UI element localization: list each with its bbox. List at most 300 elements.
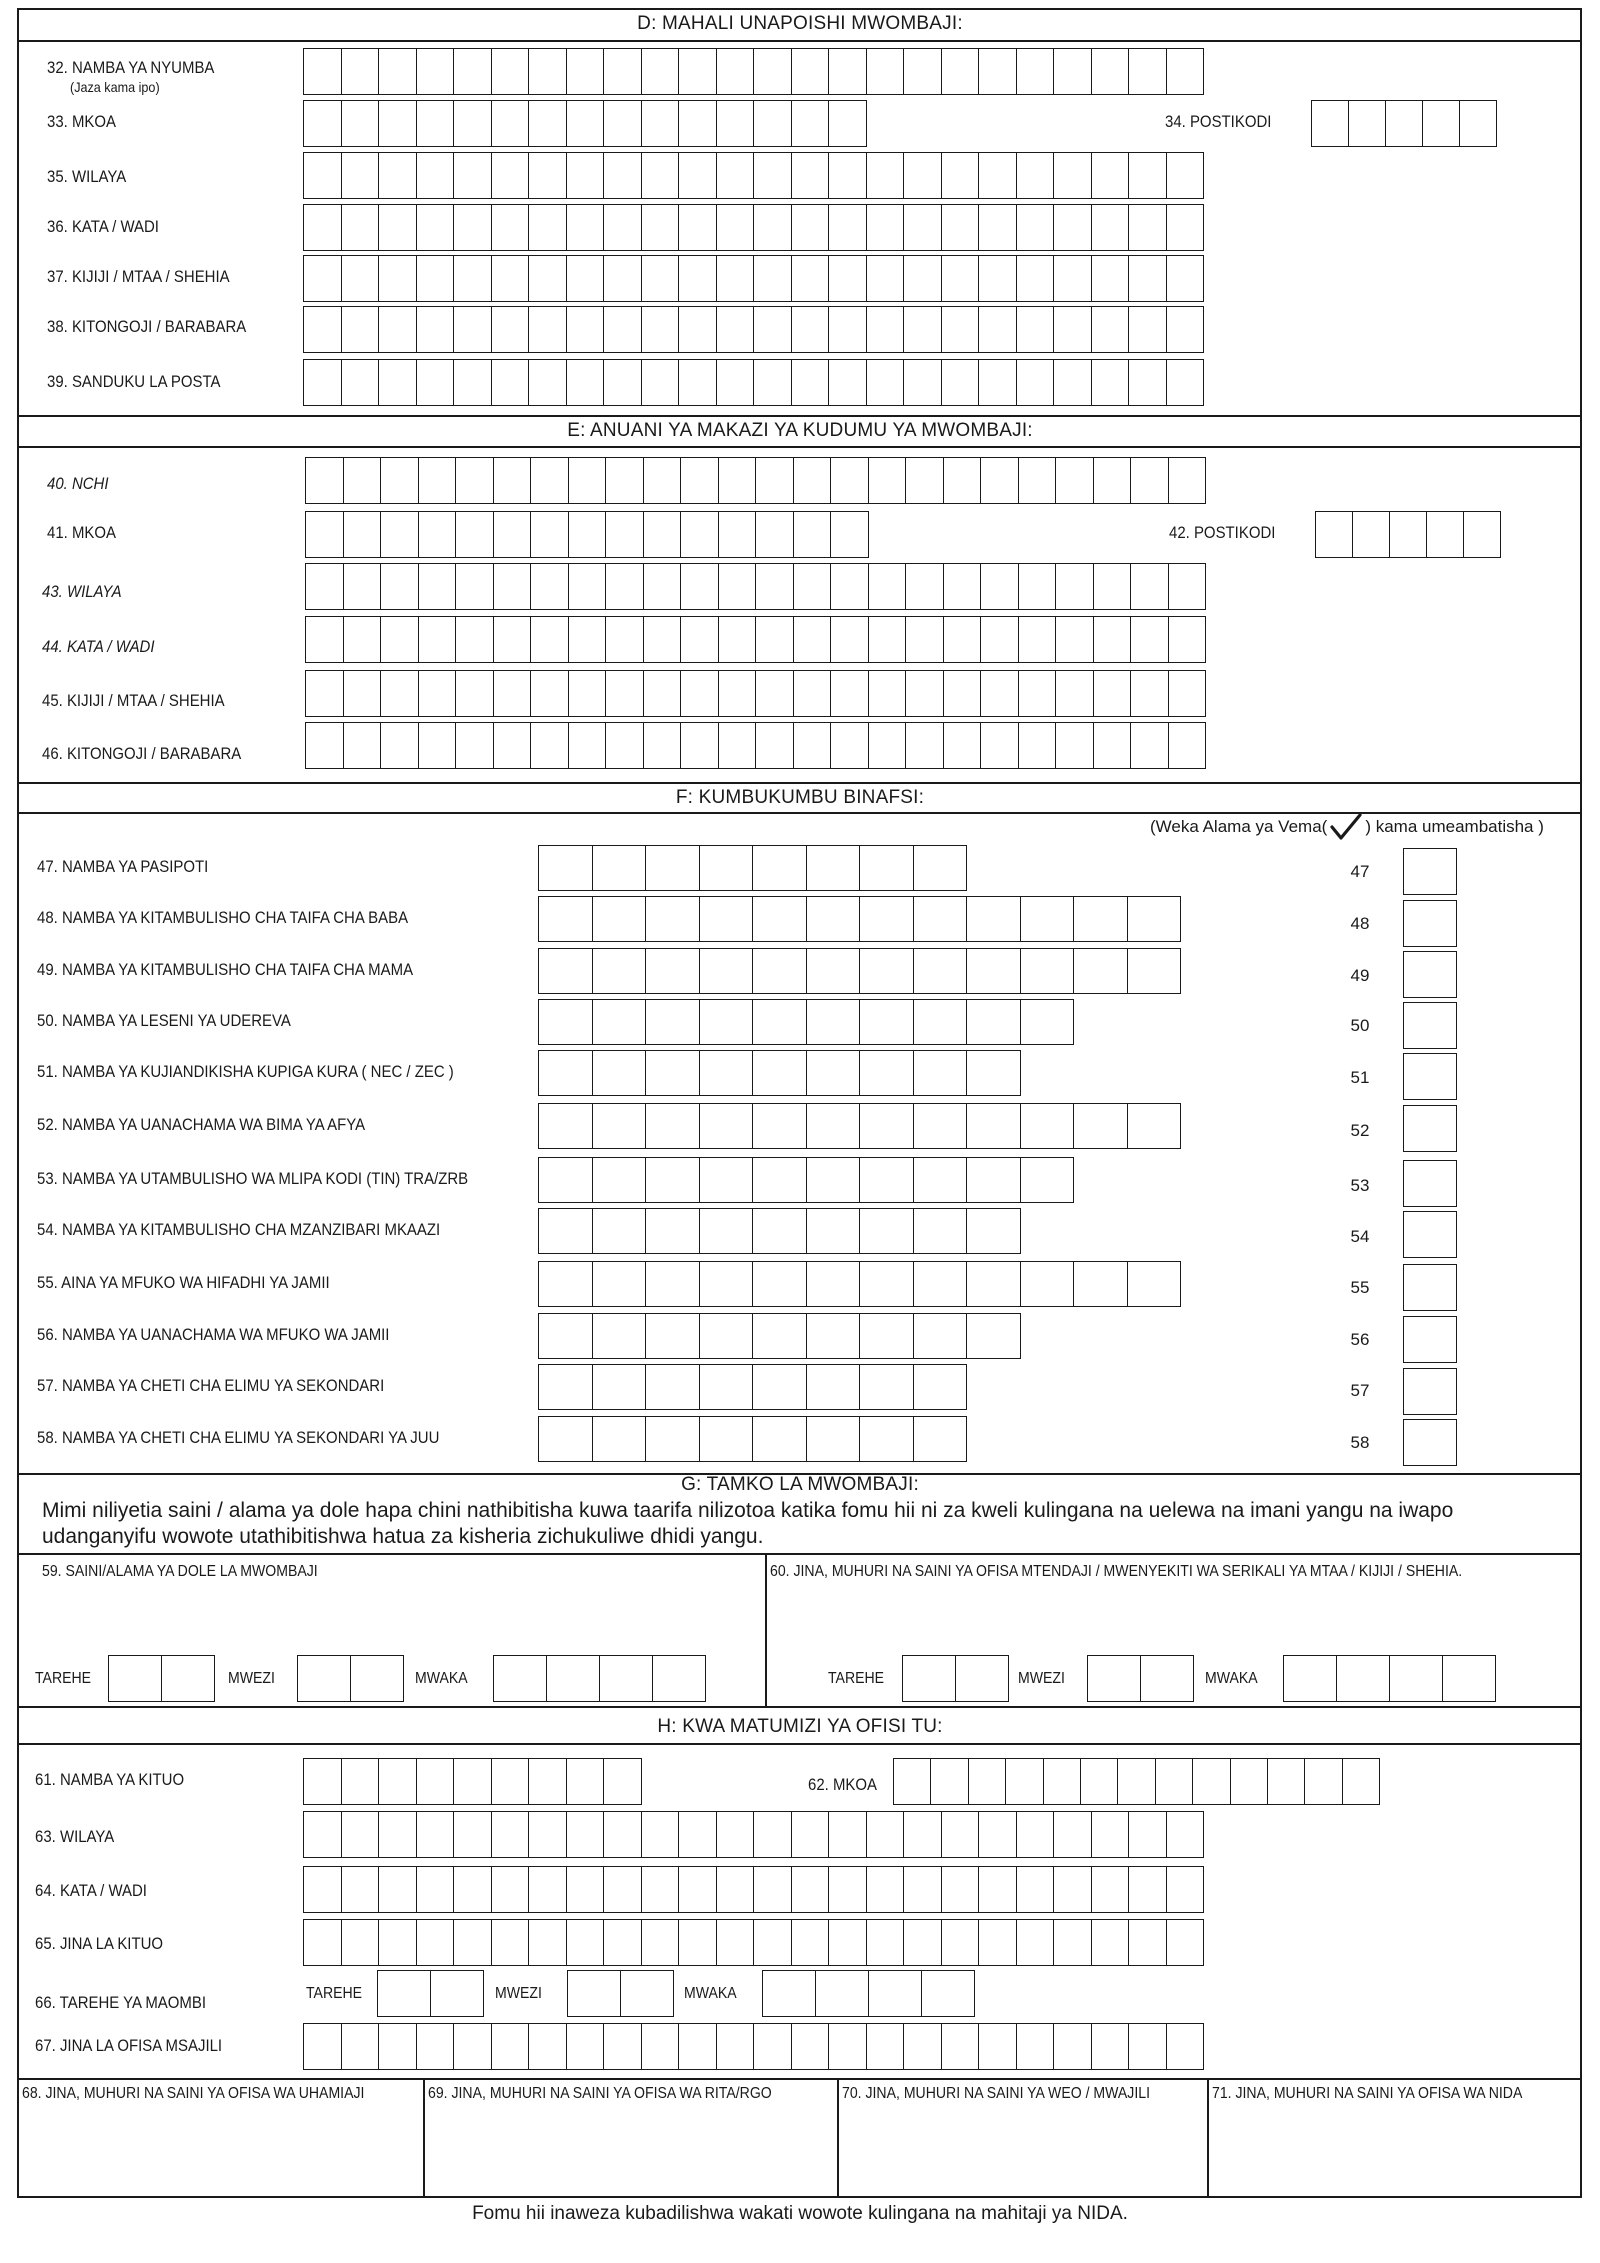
character-cell[interactable]: [700, 1314, 754, 1358]
character-cell[interactable]: [1353, 512, 1390, 557]
character-cell[interactable]: [531, 458, 569, 503]
character-cell[interactable]: [754, 2024, 792, 2069]
character-cell[interactable]: [539, 1000, 593, 1044]
character-cell[interactable]: [1017, 2024, 1055, 2069]
character-cell[interactable]: [869, 564, 907, 609]
character-cell[interactable]: [304, 153, 342, 198]
attachment-checkbox[interactable]: [1403, 1419, 1457, 1466]
character-cell[interactable]: [754, 360, 792, 405]
character-cell[interactable]: [593, 949, 647, 993]
q38-street-boxes[interactable]: [303, 306, 1204, 353]
character-cell[interactable]: [381, 617, 419, 662]
attachment-checkbox[interactable]: [1403, 1053, 1457, 1100]
character-cell[interactable]: [860, 1365, 914, 1409]
character-cell[interactable]: [922, 1971, 975, 2016]
character-cell[interactable]: [894, 1759, 931, 1804]
character-cell[interactable]: [1169, 458, 1207, 503]
character-cell[interactable]: [492, 1867, 530, 1912]
attachment-checkbox[interactable]: [1403, 1368, 1457, 1415]
character-cell[interactable]: [914, 1262, 968, 1306]
character-cell[interactable]: [547, 1656, 600, 1701]
character-cell[interactable]: [914, 1104, 968, 1148]
character-cell[interactable]: [904, 1867, 942, 1912]
character-cell[interactable]: [979, 1867, 1017, 1912]
character-cell[interactable]: [679, 1920, 717, 1965]
character-cell[interactable]: [379, 1759, 417, 1804]
q36-ward-boxes[interactable]: [303, 204, 1204, 251]
character-cell[interactable]: [419, 617, 457, 662]
character-cell[interactable]: [829, 360, 867, 405]
character-cell[interactable]: [529, 1812, 567, 1857]
character-cell[interactable]: [967, 1051, 1021, 1095]
character-cell[interactable]: [306, 512, 344, 557]
character-cell[interactable]: [1167, 256, 1205, 301]
character-cell[interactable]: [653, 1656, 706, 1701]
character-cell[interactable]: [867, 360, 905, 405]
character-cell[interactable]: [1129, 153, 1167, 198]
character-cell[interactable]: [642, 49, 680, 94]
character-cell[interactable]: [306, 723, 344, 768]
character-cell[interactable]: [903, 1656, 956, 1701]
character-cell[interactable]: [529, 1867, 567, 1912]
character-cell[interactable]: [342, 256, 380, 301]
character-cell[interactable]: [1316, 512, 1353, 557]
character-cell[interactable]: [494, 1656, 547, 1701]
character-cell[interactable]: [753, 1417, 807, 1461]
character-cell[interactable]: [593, 1365, 647, 1409]
character-cell[interactable]: [1017, 1812, 1055, 1857]
character-cell[interactable]: [719, 458, 757, 503]
applicant-day-boxes[interactable]: [108, 1655, 215, 1702]
character-cell[interactable]: [456, 512, 494, 557]
record-number-boxes[interactable]: [538, 1261, 1181, 1307]
character-cell[interactable]: [807, 1314, 861, 1358]
character-cell[interactable]: [1021, 1262, 1075, 1306]
character-cell[interactable]: [644, 617, 682, 662]
character-cell[interactable]: [604, 101, 642, 146]
character-cell[interactable]: [642, 153, 680, 198]
character-cell[interactable]: [531, 512, 569, 557]
character-cell[interactable]: [492, 153, 530, 198]
character-cell[interactable]: [646, 949, 700, 993]
character-cell[interactable]: [753, 1051, 807, 1095]
character-cell[interactable]: [792, 360, 830, 405]
character-cell[interactable]: [979, 256, 1017, 301]
character-cell[interactable]: [379, 205, 417, 250]
character-cell[interactable]: [867, 205, 905, 250]
character-cell[interactable]: [567, 2024, 605, 2069]
character-cell[interactable]: [1343, 1759, 1380, 1804]
character-cell[interactable]: [904, 205, 942, 250]
character-cell[interactable]: [642, 1867, 680, 1912]
character-cell[interactable]: [1021, 1104, 1075, 1148]
character-cell[interactable]: [1156, 1759, 1193, 1804]
character-cell[interactable]: [1169, 671, 1207, 716]
character-cell[interactable]: [351, 1656, 404, 1701]
character-cell[interactable]: [567, 1812, 605, 1857]
character-cell[interactable]: [529, 256, 567, 301]
character-cell[interactable]: [454, 2024, 492, 2069]
character-cell[interactable]: [606, 723, 644, 768]
character-cell[interactable]: [904, 307, 942, 352]
character-cell[interactable]: [529, 2024, 567, 2069]
character-cell[interactable]: [1460, 101, 1497, 146]
character-cell[interactable]: [1169, 723, 1207, 768]
character-cell[interactable]: [539, 846, 593, 890]
character-cell[interactable]: [646, 1365, 700, 1409]
character-cell[interactable]: [378, 1971, 431, 2016]
character-cell[interactable]: [531, 617, 569, 662]
character-cell[interactable]: [831, 671, 869, 716]
character-cell[interactable]: [567, 101, 605, 146]
character-cell[interactable]: [567, 256, 605, 301]
character-cell[interactable]: [753, 1104, 807, 1148]
character-cell[interactable]: [792, 1812, 830, 1857]
character-cell[interactable]: [1167, 1920, 1205, 1965]
character-cell[interactable]: [944, 564, 982, 609]
character-cell[interactable]: [831, 617, 869, 662]
character-cell[interactable]: [829, 49, 867, 94]
character-cell[interactable]: [1231, 1759, 1268, 1804]
character-cell[interactable]: [679, 1867, 717, 1912]
character-cell[interactable]: [419, 458, 457, 503]
character-cell[interactable]: [1088, 1656, 1141, 1701]
character-cell[interactable]: [642, 101, 680, 146]
character-cell[interactable]: [904, 256, 942, 301]
character-cell[interactable]: [906, 723, 944, 768]
character-cell[interactable]: [967, 1314, 1021, 1358]
character-cell[interactable]: [344, 512, 382, 557]
character-cell[interactable]: [344, 458, 382, 503]
character-cell[interactable]: [567, 1867, 605, 1912]
character-cell[interactable]: [754, 1920, 792, 1965]
character-cell[interactable]: [417, 2024, 455, 2069]
character-cell[interactable]: [717, 49, 755, 94]
character-cell[interactable]: [454, 101, 492, 146]
character-cell[interactable]: [492, 1920, 530, 1965]
character-cell[interactable]: [644, 671, 682, 716]
character-cell[interactable]: [981, 458, 1019, 503]
applicant-year-boxes[interactable]: [493, 1655, 706, 1702]
character-cell[interactable]: [679, 153, 717, 198]
character-cell[interactable]: [753, 1158, 807, 1202]
character-cell[interactable]: [942, 1920, 980, 1965]
character-cell[interactable]: [792, 1867, 830, 1912]
character-cell[interactable]: [1131, 671, 1169, 716]
character-cell[interactable]: [756, 617, 794, 662]
character-cell[interactable]: [914, 1209, 968, 1253]
character-cell[interactable]: [454, 1759, 492, 1804]
character-cell[interactable]: [1074, 949, 1128, 993]
character-cell[interactable]: [342, 360, 380, 405]
character-cell[interactable]: [606, 617, 644, 662]
character-cell[interactable]: [304, 360, 342, 405]
character-cell[interactable]: [568, 1971, 621, 2016]
character-cell[interactable]: [860, 949, 914, 993]
character-cell[interactable]: [1167, 205, 1205, 250]
character-cell[interactable]: [981, 723, 1019, 768]
character-cell[interactable]: [1167, 49, 1205, 94]
character-cell[interactable]: [304, 101, 342, 146]
character-cell[interactable]: [646, 1158, 700, 1202]
character-cell[interactable]: [807, 1000, 861, 1044]
character-cell[interactable]: [494, 564, 532, 609]
character-cell[interactable]: [642, 256, 680, 301]
character-cell[interactable]: [763, 1971, 816, 2016]
record-number-boxes[interactable]: [538, 1103, 1181, 1149]
attachment-checkbox[interactable]: [1403, 848, 1457, 895]
character-cell[interactable]: [717, 1812, 755, 1857]
character-cell[interactable]: [794, 512, 832, 557]
character-cell[interactable]: [831, 512, 869, 557]
character-cell[interactable]: [1019, 458, 1057, 503]
character-cell[interactable]: [967, 1104, 1021, 1148]
character-cell[interactable]: [679, 360, 717, 405]
character-cell[interactable]: [646, 846, 700, 890]
character-cell[interactable]: [417, 1812, 455, 1857]
character-cell[interactable]: [379, 256, 417, 301]
character-cell[interactable]: [829, 2024, 867, 2069]
character-cell[interactable]: [642, 2024, 680, 2069]
officer-year-boxes[interactable]: [1283, 1655, 1496, 1702]
character-cell[interactable]: [606, 512, 644, 557]
character-cell[interactable]: [1386, 101, 1423, 146]
character-cell[interactable]: [753, 1209, 807, 1253]
character-cell[interactable]: [792, 2024, 830, 2069]
character-cell[interactable]: [753, 1000, 807, 1044]
character-cell[interactable]: [792, 49, 830, 94]
character-cell[interactable]: [454, 1867, 492, 1912]
character-cell[interactable]: [454, 360, 492, 405]
character-cell[interactable]: [569, 617, 607, 662]
character-cell[interactable]: [717, 153, 755, 198]
character-cell[interactable]: [1019, 723, 1057, 768]
applicant-month-boxes[interactable]: [297, 1655, 404, 1702]
character-cell[interactable]: [539, 1158, 593, 1202]
character-cell[interactable]: [342, 1920, 380, 1965]
character-cell[interactable]: [304, 1867, 342, 1912]
character-cell[interactable]: [831, 564, 869, 609]
character-cell[interactable]: [531, 671, 569, 716]
character-cell[interactable]: [494, 512, 532, 557]
character-cell[interactable]: [1006, 1759, 1043, 1804]
character-cell[interactable]: [831, 458, 869, 503]
character-cell[interactable]: [753, 949, 807, 993]
character-cell[interactable]: [531, 564, 569, 609]
character-cell[interactable]: [456, 458, 494, 503]
character-cell[interactable]: [679, 256, 717, 301]
q41-region-boxes[interactable]: [305, 511, 869, 558]
character-cell[interactable]: [1074, 1262, 1128, 1306]
character-cell[interactable]: [379, 2024, 417, 2069]
character-cell[interactable]: [906, 671, 944, 716]
character-cell[interactable]: [829, 1867, 867, 1912]
q45-village-boxes[interactable]: [305, 670, 1206, 717]
character-cell[interactable]: [456, 671, 494, 716]
q44-ward-boxes[interactable]: [305, 616, 1206, 663]
character-cell[interactable]: [1056, 723, 1094, 768]
character-cell[interactable]: [417, 360, 455, 405]
character-cell[interactable]: [914, 1314, 968, 1358]
character-cell[interactable]: [492, 1759, 530, 1804]
character-cell[interactable]: [417, 101, 455, 146]
character-cell[interactable]: [700, 846, 754, 890]
character-cell[interactable]: [914, 1417, 968, 1461]
record-number-boxes[interactable]: [538, 1157, 1074, 1203]
character-cell[interactable]: [492, 307, 530, 352]
character-cell[interactable]: [454, 205, 492, 250]
character-cell[interactable]: [569, 458, 607, 503]
character-cell[interactable]: [1092, 1920, 1130, 1965]
character-cell[interactable]: [942, 1812, 980, 1857]
character-cell[interactable]: [914, 949, 968, 993]
character-cell[interactable]: [1017, 1867, 1055, 1912]
character-cell[interactable]: [700, 897, 754, 941]
character-cell[interactable]: [1464, 512, 1501, 557]
character-cell[interactable]: [642, 205, 680, 250]
character-cell[interactable]: [981, 617, 1019, 662]
character-cell[interactable]: [967, 949, 1021, 993]
character-cell[interactable]: [1128, 1262, 1182, 1306]
character-cell[interactable]: [1017, 1920, 1055, 1965]
character-cell[interactable]: [593, 1314, 647, 1358]
character-cell[interactable]: [379, 1920, 417, 1965]
character-cell[interactable]: [979, 307, 1017, 352]
character-cell[interactable]: [914, 846, 968, 890]
character-cell[interactable]: [719, 564, 757, 609]
character-cell[interactable]: [681, 512, 719, 557]
record-number-boxes[interactable]: [538, 1313, 1021, 1359]
character-cell[interactable]: [456, 617, 494, 662]
character-cell[interactable]: [794, 617, 832, 662]
character-cell[interactable]: [304, 49, 342, 94]
character-cell[interactable]: [539, 1314, 593, 1358]
character-cell[interactable]: [644, 564, 682, 609]
character-cell[interactable]: [304, 205, 342, 250]
character-cell[interactable]: [1337, 1656, 1390, 1701]
character-cell[interactable]: [979, 2024, 1017, 2069]
character-cell[interactable]: [621, 1971, 674, 2016]
character-cell[interactable]: [753, 1365, 807, 1409]
character-cell[interactable]: [494, 617, 532, 662]
character-cell[interactable]: [867, 2024, 905, 2069]
character-cell[interactable]: [539, 897, 593, 941]
character-cell[interactable]: [109, 1656, 162, 1701]
character-cell[interactable]: [829, 1920, 867, 1965]
character-cell[interactable]: [646, 1209, 700, 1253]
q43-district-boxes[interactable]: [305, 563, 1206, 610]
character-cell[interactable]: [381, 671, 419, 716]
character-cell[interactable]: [681, 617, 719, 662]
character-cell[interactable]: [931, 1759, 968, 1804]
character-cell[interactable]: [681, 564, 719, 609]
character-cell[interactable]: [860, 846, 914, 890]
character-cell[interactable]: [754, 101, 792, 146]
character-cell[interactable]: [1167, 153, 1205, 198]
character-cell[interactable]: [700, 1000, 754, 1044]
q64-ward-boxes[interactable]: [303, 1866, 1204, 1913]
character-cell[interactable]: [679, 2024, 717, 2069]
character-cell[interactable]: [756, 458, 794, 503]
character-cell[interactable]: [646, 1417, 700, 1461]
character-cell[interactable]: [914, 1000, 968, 1044]
character-cell[interactable]: [646, 897, 700, 941]
character-cell[interactable]: [379, 1812, 417, 1857]
character-cell[interactable]: [754, 205, 792, 250]
attachment-checkbox[interactable]: [1403, 1264, 1457, 1311]
character-cell[interactable]: [569, 671, 607, 716]
character-cell[interactable]: [1054, 360, 1092, 405]
character-cell[interactable]: [604, 256, 642, 301]
character-cell[interactable]: [1131, 458, 1169, 503]
character-cell[interactable]: [1443, 1656, 1496, 1701]
character-cell[interactable]: [756, 564, 794, 609]
character-cell[interactable]: [1017, 205, 1055, 250]
character-cell[interactable]: [942, 205, 980, 250]
character-cell[interactable]: [807, 846, 861, 890]
character-cell[interactable]: [717, 1920, 755, 1965]
character-cell[interactable]: [1021, 949, 1075, 993]
character-cell[interactable]: [419, 671, 457, 716]
character-cell[interactable]: [794, 671, 832, 716]
character-cell[interactable]: [1312, 101, 1349, 146]
character-cell[interactable]: [344, 671, 382, 716]
character-cell[interactable]: [1129, 49, 1167, 94]
character-cell[interactable]: [1092, 205, 1130, 250]
record-number-boxes[interactable]: [538, 1364, 967, 1410]
q61-centre-number-boxes[interactable]: [303, 1758, 642, 1805]
character-cell[interactable]: [454, 1812, 492, 1857]
character-cell[interactable]: [342, 307, 380, 352]
character-cell[interactable]: [569, 564, 607, 609]
character-cell[interactable]: [606, 564, 644, 609]
character-cell[interactable]: [593, 1209, 647, 1253]
attachment-checkbox[interactable]: [1403, 1211, 1457, 1258]
character-cell[interactable]: [754, 1812, 792, 1857]
character-cell[interactable]: [646, 1262, 700, 1306]
character-cell[interactable]: [494, 671, 532, 716]
character-cell[interactable]: [567, 49, 605, 94]
character-cell[interactable]: [1019, 564, 1057, 609]
character-cell[interactable]: [756, 723, 794, 768]
record-number-boxes[interactable]: [538, 948, 1181, 994]
character-cell[interactable]: [529, 153, 567, 198]
character-cell[interactable]: [642, 1920, 680, 1965]
character-cell[interactable]: [1021, 897, 1075, 941]
q67-registrar-name-boxes[interactable]: [303, 2023, 1204, 2070]
character-cell[interactable]: [979, 1812, 1017, 1857]
character-cell[interactable]: [1284, 1656, 1337, 1701]
character-cell[interactable]: [306, 671, 344, 716]
character-cell[interactable]: [417, 307, 455, 352]
character-cell[interactable]: [860, 1314, 914, 1358]
character-cell[interactable]: [979, 205, 1017, 250]
character-cell[interactable]: [381, 458, 419, 503]
character-cell[interactable]: [1129, 205, 1167, 250]
character-cell[interactable]: [829, 307, 867, 352]
character-cell[interactable]: [1129, 256, 1167, 301]
character-cell[interactable]: [604, 1812, 642, 1857]
character-cell[interactable]: [942, 49, 980, 94]
character-cell[interactable]: [1021, 1158, 1075, 1202]
character-cell[interactable]: [539, 1365, 593, 1409]
character-cell[interactable]: [381, 564, 419, 609]
character-cell[interactable]: [567, 360, 605, 405]
character-cell[interactable]: [860, 1158, 914, 1202]
character-cell[interactable]: [754, 307, 792, 352]
character-cell[interactable]: [379, 1867, 417, 1912]
character-cell[interactable]: [904, 2024, 942, 2069]
